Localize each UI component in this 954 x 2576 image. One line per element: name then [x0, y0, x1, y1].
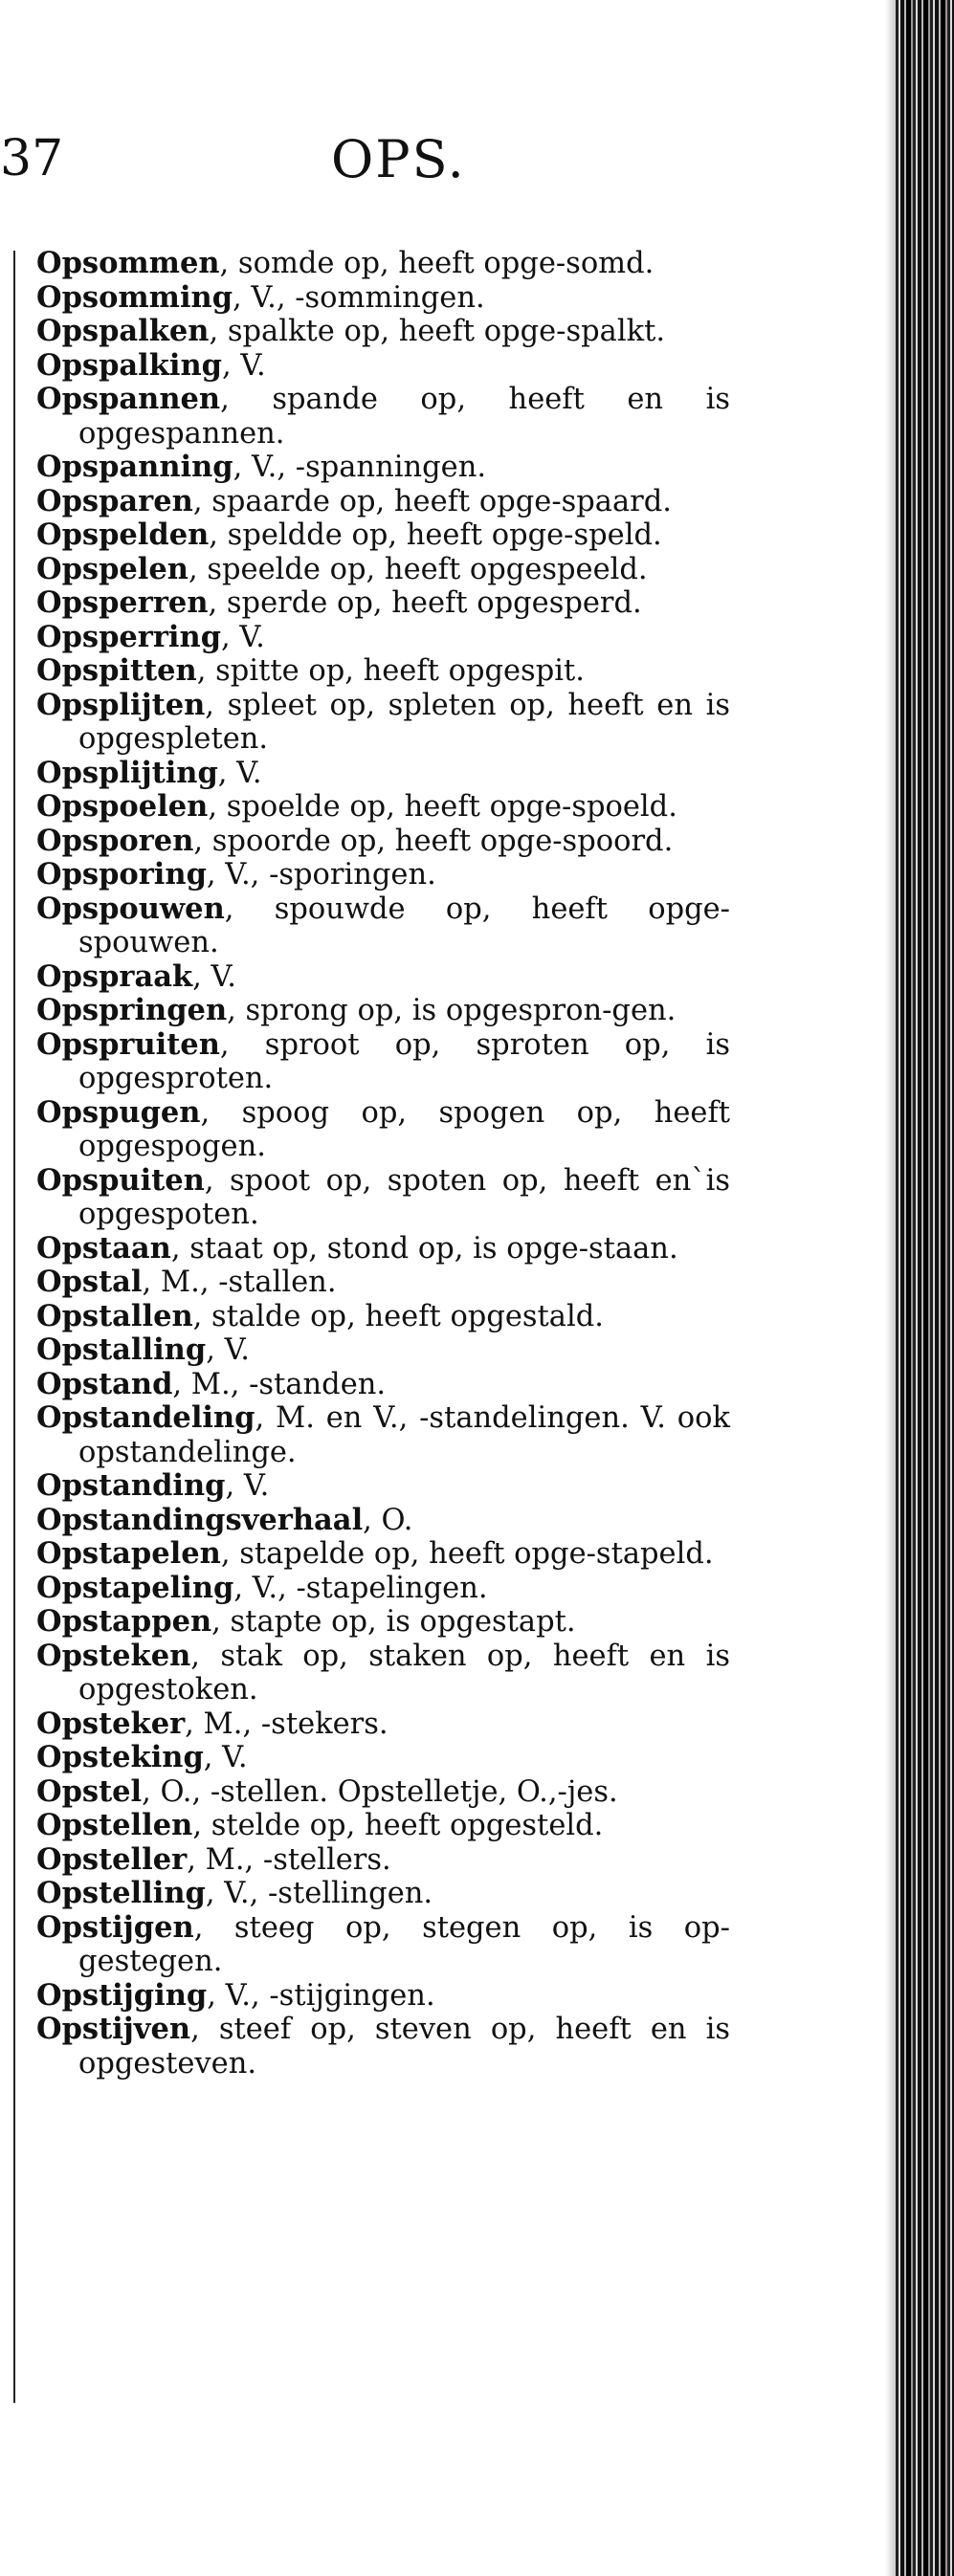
entry-headword: Opspelen [36, 551, 189, 586]
dictionary-entry [36, 1537, 730, 1572]
entry-definition: , spouwde op, heeft opge-spouwen. [78, 892, 730, 959]
margin-rule [13, 251, 15, 2403]
entry-definition: , spoelde op, heeft opge-spoeld. [208, 790, 677, 824]
entry-definition: , staat op, stond op, is opge-staan. [170, 1231, 678, 1266]
dictionary-entry [36, 1707, 730, 1742]
entry-headword: Opstellen [36, 1808, 193, 1842]
entry-headword: Opsteker [36, 1706, 186, 1741]
dictionary-entry [36, 757, 730, 791]
dictionary-entry [36, 960, 730, 995]
dictionary-entry [36, 1504, 730, 1538]
dictionary-entry [36, 1164, 730, 1232]
dictionary-entry [36, 1809, 730, 1843]
dictionary-entry [36, 994, 730, 1028]
entry-headword: Opspuiten [36, 1162, 205, 1198]
entry-headword: Opstalling [36, 1332, 207, 1367]
entry-headword: Opspruiten [36, 1026, 220, 1062]
dictionary-entry [36, 1741, 730, 1775]
entry-definition: , spoog op, spogen op, heeft opgespogen. [78, 1095, 730, 1163]
dictionary-entry [36, 1572, 730, 1606]
entry-definition: , spaarde op, heeft opge-spaard. [192, 484, 672, 518]
entry-definition: , stapte op, is opgestapt. [211, 1605, 576, 1639]
entry-headword: Opsomming [36, 279, 233, 315]
entry-headword: Opsteken [36, 1638, 191, 1673]
entry-headword: Opsplijting [36, 755, 218, 790]
dictionary-entry [36, 1096, 730, 1164]
dictionary-entry [36, 1979, 730, 2014]
entry-headword: Opsporen [36, 823, 194, 858]
dictionary-entry [36, 586, 730, 621]
entry-definition: , V., -stijgingen. [207, 1978, 435, 2013]
dictionary-entry [36, 825, 730, 859]
entry-definition: , spande op, heeft en is opgespannen. [78, 383, 730, 451]
dictionary-entry [36, 689, 730, 757]
dictionary-entry [36, 1775, 730, 1810]
dictionary-entry [36, 553, 730, 587]
dictionary-entry [36, 1469, 730, 1504]
entry-headword: Opsporing [36, 857, 207, 892]
entry-definition: , M. en V., -standelingen. V. ook opstandelinge. [78, 1401, 730, 1469]
dictionary-entry [36, 1333, 730, 1368]
entry-headword: Opspoelen [36, 789, 209, 824]
entry-definition: , stalde op, heeft opgestald. [192, 1299, 604, 1333]
entry-headword: Opspringen [36, 993, 228, 1027]
entry-definition: , V. [217, 756, 262, 790]
entry-definition: , M., -standen. [172, 1367, 387, 1401]
entry-definition: , steef op, steven op, heeft en is opgesteven. [78, 2013, 730, 2081]
dictionary-entry [36, 892, 730, 960]
dictionary-entry [36, 1401, 730, 1469]
dictionary-entry [36, 247, 730, 281]
entry-definition: , sperde op, heeft opgesperd. [208, 586, 642, 620]
entry-definition: , V., -sommingen. [233, 280, 485, 315]
entry-headword: Opstelling [36, 1876, 206, 1910]
dictionary-entry [36, 1300, 730, 1334]
book-edge [896, 0, 954, 2576]
entry-definition: , stak op, staken op, heeft en is opgestoken. [78, 1639, 730, 1706]
entry-headword: Opstel [36, 1773, 143, 1809]
entry-definition: , V., -stapelingen. [233, 1571, 488, 1605]
entry-definition: , V. [206, 1333, 250, 1367]
entry-headword: Opspraak [36, 958, 193, 994]
dictionary-entry [36, 790, 730, 825]
running-head: OPS. [331, 129, 466, 189]
entry-definition: , V. [203, 1741, 248, 1774]
entry-headword: Opspalken [36, 314, 210, 348]
entry-definition: , speldde op, heeft opge-speld. [209, 518, 662, 552]
entry-headword: Opstapelen [36, 1536, 221, 1571]
entry-headword: Opspugen [36, 1094, 201, 1130]
entry-headword: Opstijging [36, 1977, 208, 2013]
entry-definition: , spleet op, spleten op, heeft en is opgespleten. [78, 688, 730, 756]
entry-headword: Opsplijten [36, 687, 206, 722]
entry-definition: , speelde op, heeft opgespeeld. [188, 552, 648, 586]
entry-definition: , V., -sporingen. [206, 858, 436, 892]
entry-headword: Opstand [36, 1366, 173, 1401]
entry-definition: , M., -stallen. [142, 1266, 337, 1299]
entry-headword: Opspalking [36, 347, 222, 383]
page-number: 37 [0, 130, 64, 187]
entry-headword: Opstal [36, 1265, 143, 1299]
dictionary-entry [36, 621, 730, 655]
dictionary-entry [36, 451, 730, 485]
dictionary-entry [36, 281, 730, 316]
entry-definition: , M., -stellers. [187, 1842, 391, 1877]
entry-definition: , stelde op, heeft opgesteld. [192, 1809, 604, 1842]
dictionary-entry [36, 858, 730, 892]
dictionary-entry [36, 383, 730, 451]
entry-headword: Opstapeling [36, 1570, 234, 1605]
entry-headword: Opsteking [36, 1740, 204, 1774]
dictionary-entry [36, 654, 730, 689]
entry-definition: , M., -stekers. [185, 1706, 388, 1741]
dictionary-entry [36, 2013, 730, 2081]
entry-definition: , spalkte op, heeft opge-spalkt. [209, 315, 666, 348]
entry-definition: , spitte op, heeft opgespit. [196, 654, 585, 688]
dictionary-entry [36, 518, 730, 553]
entry-definition: , stapelde op, heeft opge-stapeld. [220, 1537, 714, 1571]
entry-headword: Opsperren [36, 585, 209, 620]
entry-headword: Opspannen [36, 382, 221, 416]
entry-definition: , V. [225, 1469, 270, 1503]
entry-definition: , V. [192, 959, 236, 994]
entry-headword: Opstanding [36, 1468, 226, 1503]
entry-headword: Opspanning [36, 450, 233, 484]
dictionary-entry [36, 485, 730, 519]
dictionary-entry [36, 315, 730, 349]
entry-definition: , somde op, heeft opge-somd. [219, 247, 654, 280]
entry-definition: , sproot op, sproten op, is opgesproten. [78, 1027, 730, 1095]
entry-definition: , V. [221, 620, 265, 654]
entry-headword: Opstallen [36, 1298, 193, 1333]
dictionary-entry [36, 1266, 730, 1300]
dictionary-entry [36, 1640, 730, 1707]
entry-headword: Opspitten [36, 653, 197, 688]
entry-headword: Opstijgen [36, 1909, 194, 1945]
dictionary-entry [36, 1911, 730, 1979]
entry-definition: , O. [363, 1503, 413, 1537]
entry-definition: , V., -stellingen. [205, 1877, 433, 1910]
entry-definition: , V., -spanningen. [233, 451, 487, 484]
entry-definition: , O., -stellen. Opstelletje, O.,-jes. [142, 1774, 618, 1809]
entry-headword: Opstandingsverhaal [36, 1502, 364, 1537]
entry-headword: Opstappen [36, 1604, 212, 1639]
dictionary-entries [36, 247, 730, 2081]
entry-headword: Opsommen [36, 246, 220, 280]
entry-headword: Opsparen [36, 483, 193, 518]
entry-headword: Opsperring [36, 619, 222, 654]
entry-headword: Opspelden [36, 517, 210, 552]
page-edge-shadow [885, 0, 896, 2576]
entry-headword: Opsteller [36, 1841, 188, 1877]
entry-headword: Opstijven [36, 2012, 191, 2046]
entry-definition: , steeg op, stegen op, is op-gestegen. [78, 1910, 730, 1978]
dictionary-entry [36, 1232, 730, 1266]
dictionary-entry [36, 1368, 730, 1402]
dictionary-entry [36, 349, 730, 384]
dictionary-entry [36, 1028, 730, 1096]
entry-headword: Opstandeling [36, 1400, 255, 1435]
dictionary-entry [36, 1877, 730, 1911]
entry-definition: , spoorde op, heeft opge-spoord. [193, 824, 674, 858]
entry-definition: , V. [221, 348, 266, 383]
entry-definition: , spoot op, spoten op, heeft en`is opgespoten. [78, 1163, 730, 1231]
entry-definition: , sprong op, is opgespron-gen. [227, 994, 677, 1027]
dictionary-entry [36, 1605, 730, 1640]
entry-headword: Opspouwen [36, 891, 225, 926]
entry-headword: Opstaan [36, 1230, 171, 1266]
dictionary-entry [36, 1843, 730, 1878]
